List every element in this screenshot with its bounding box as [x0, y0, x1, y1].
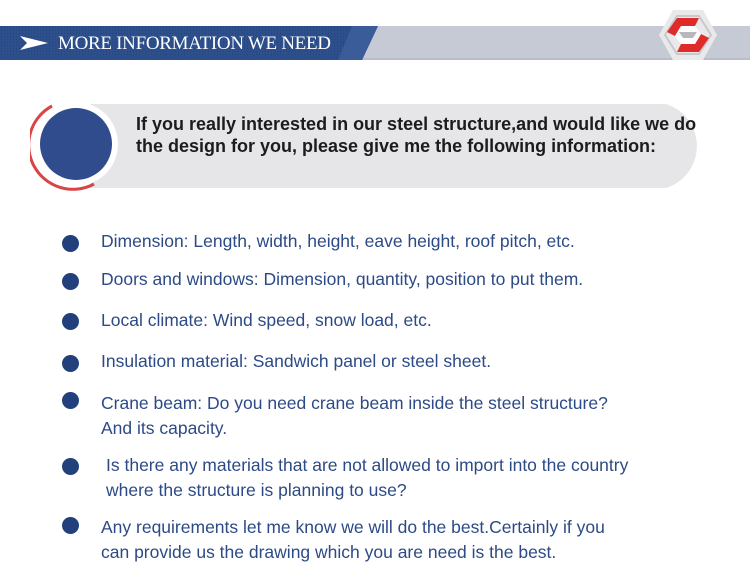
item-text: Insulation material: Sandwich panel or steel sheet. — [101, 351, 492, 371]
bullet-icon — [62, 517, 79, 534]
item-text: Local climate: Wind speed, snow load, etc. — [101, 310, 432, 330]
bullet-icon — [62, 235, 79, 252]
bullet-icon — [62, 392, 79, 409]
item-text: Any requirements let me know we will do the best.Certainly if you can provide us the drawing which you are need is the best. — [101, 517, 605, 562]
intro-text: If you really interested in our steel structure,and would like we do the design for you, please give me the following information: — [136, 114, 697, 156]
item-text: Is there any materials that are not allowed to import into the country where the structure is planning to use? — [106, 455, 629, 500]
item-text: Doors and windows: Dimension, quantity, position to put them. — [101, 269, 584, 289]
item-text: Dimension: Length, width, height, eave height, roof pitch, etc. — [101, 231, 575, 251]
item-text: Crane beam: Do you need crane beam inside the steel structure? And its capacity. — [101, 393, 608, 438]
bullet-icon — [62, 313, 79, 330]
bullet-icon — [62, 458, 79, 475]
bullet-icon — [62, 273, 79, 290]
bullet-icon — [62, 355, 79, 372]
banner-title: MORE INFORMATION WE NEED — [58, 33, 331, 54]
